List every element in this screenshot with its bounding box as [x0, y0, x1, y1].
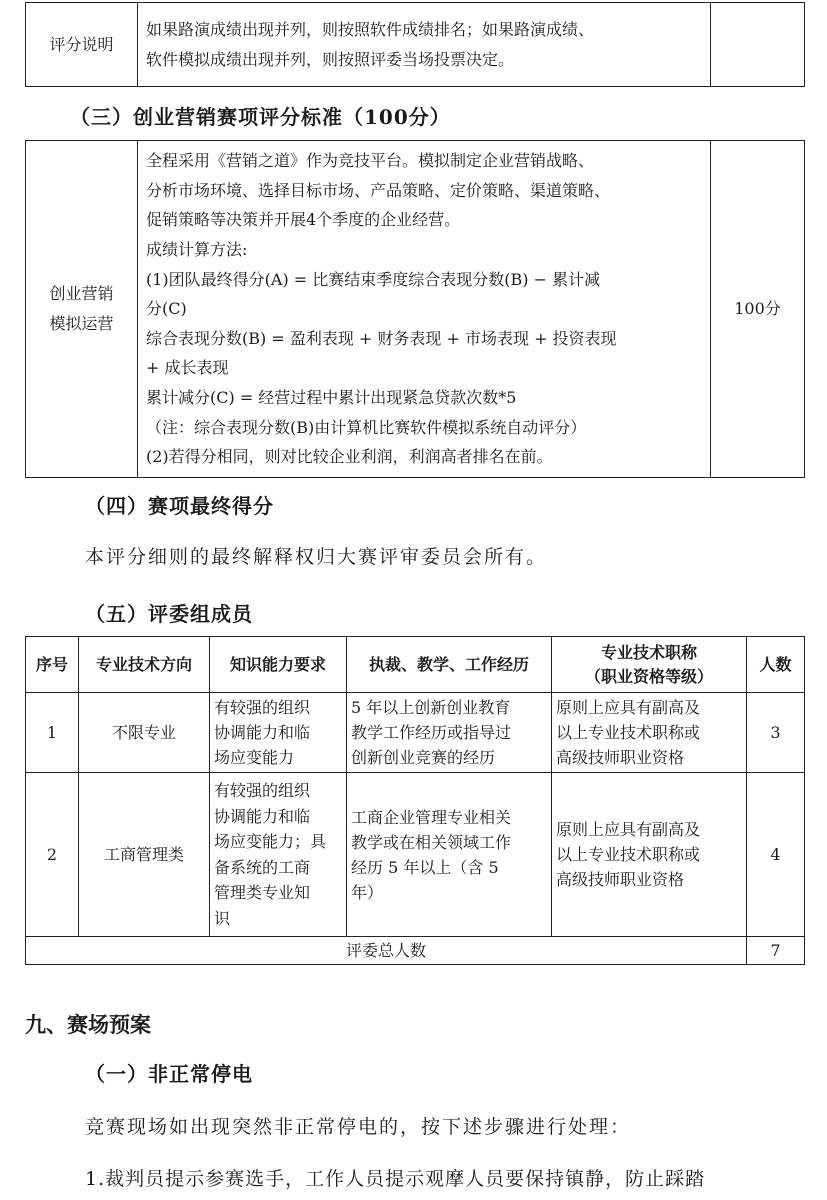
table-row	[26, 693, 805, 773]
section3-score: 100分	[711, 141, 805, 478]
row-seq: 2	[26, 773, 79, 937]
knowledge-line: 有较强的组织	[214, 781, 311, 800]
experience-line: 教学或在相关领域工作	[351, 832, 512, 852]
knowledge-line: 场应变能力	[214, 748, 295, 767]
title-line: 原则上应具有副高及	[556, 820, 701, 839]
section3-content-line: + 成长表现	[146, 358, 229, 378]
section3-label-line: 创业营销	[49, 284, 114, 303]
scoring-note-content	[138, 3, 711, 87]
section5-heading: （五）评委组成员	[85, 602, 253, 626]
row-knowledge	[210, 693, 347, 773]
header-title-line: （职业资格等级）	[584, 666, 713, 686]
section3-content-line: (2)若得分相同，则对比较企业利润，利润高者排名在前。	[146, 447, 553, 467]
section3-content-line: 全程采用《营销之道》作为竞技平台。模拟制定企业营销战略、	[146, 151, 595, 171]
header-title-line: 专业技术职称	[600, 642, 697, 662]
section3-content-line: 综合表现分数(B) = 盈利表现 + 财务表现 + 市场表现 + 投资表现	[146, 328, 617, 348]
total-row	[26, 937, 805, 965]
experience-line: 5 年以上创新创业教育	[351, 698, 511, 717]
scoring-note-score	[711, 3, 805, 87]
section3-content-line: 促销策略等决策并开展4个季度的企业经营。	[146, 210, 461, 230]
section3-content-line: 累计减分(C) = 经营过程中累计出现紧急贷款次数*5	[146, 387, 517, 407]
judges-table	[25, 636, 805, 965]
section3-label	[26, 141, 138, 478]
section3-label-line: 模拟运营	[49, 314, 114, 333]
row-knowledge	[210, 773, 347, 937]
row-title	[552, 693, 747, 773]
header-direction: 专业技术方向	[79, 637, 210, 693]
scoring-note-line: 软件模拟成绩出现并列，则按照评委当场投票决定。	[146, 49, 515, 69]
scoring-note-label: 评分说明	[26, 3, 138, 87]
scoring-note-line: 如果路演成绩出现并列，则按照软件成绩排名；如果路演成绩、	[146, 19, 595, 39]
row-seq: 1	[26, 693, 79, 773]
header-experience: 执裁、教学、工作经历	[347, 637, 552, 693]
row-count: 4	[747, 773, 805, 937]
row-direction: 工商管理类	[79, 773, 210, 937]
row-title	[552, 773, 747, 937]
section4-heading: （四）赛项最终得分	[85, 494, 274, 518]
knowledge-line: 有较强的组织	[214, 698, 311, 717]
header-title	[552, 637, 747, 693]
row-experience	[347, 773, 552, 937]
knowledge-line: 管理类专业知	[214, 883, 311, 902]
experience-line: 经历 5 年以上（含 5	[351, 857, 499, 877]
section3-content-line: 分析市场环境、选择目标市场、产品策略、定价策略、渠道策略、	[146, 180, 611, 200]
title-line: 原则上应具有副高及	[556, 698, 701, 717]
title-line: 以上专业技术职称或	[556, 723, 701, 742]
header-count: 人数	[747, 637, 805, 693]
total-label: 评委总人数	[26, 937, 747, 965]
section3-content-line: 成绩计算方法:	[146, 240, 248, 260]
row-count: 3	[747, 693, 805, 773]
judges-header-row	[26, 637, 805, 693]
section3-content-line: 分(C)	[146, 299, 187, 319]
knowledge-line: 备系统的工商	[214, 857, 311, 877]
experience-line: 工商企业管理专业相关	[351, 807, 512, 827]
total-value: 7	[747, 937, 805, 965]
section9-intro: 竞赛现场如出现突然非正常停电的，按下述步骤进行处理：	[85, 1116, 632, 1138]
section9-heading: 九、赛场预案	[25, 1012, 151, 1037]
row-experience	[347, 693, 552, 773]
knowledge-line: 协调能力和临	[214, 806, 311, 826]
section3-content-line: （注：综合表现分数(B)由计算机比赛软件模拟系统自动评分）	[146, 417, 587, 437]
knowledge-line: 协调能力和临	[214, 723, 311, 742]
section9-step1: 1.裁判员提示参赛选手，工作人员提示观摩人员要保持镇静，防止踩踏	[85, 1168, 706, 1190]
header-knowledge: 知识能力要求	[210, 637, 347, 693]
scoring-note-table	[25, 2, 805, 87]
row-direction: 不限专业	[79, 693, 210, 773]
title-line: 高级技师职业资格	[556, 748, 685, 767]
section3-content-line: (1)团队最终得分(A) = 比赛结束季度综合表现分数(B) − 累计减	[146, 269, 601, 289]
title-line: 以上专业技术职称或	[556, 845, 701, 864]
knowledge-line: 场应变能力；具	[214, 832, 327, 851]
section3-table	[25, 140, 805, 478]
experience-line: 年）	[351, 882, 384, 902]
section3-content	[138, 141, 711, 478]
section4-text: 本评分细则的最终解释权归大赛评审委员会所有。	[85, 546, 548, 568]
experience-line: 教学工作经历或指导过	[351, 723, 512, 742]
header-seq: 序号	[26, 637, 79, 693]
title-line: 高级技师职业资格	[556, 870, 685, 889]
knowledge-line: 识	[214, 908, 231, 928]
experience-line: 创新创业竞赛的经历	[351, 748, 496, 767]
section9-sub-heading: （一）非正常停电	[85, 1062, 253, 1086]
table-row	[26, 773, 805, 937]
section3-heading: （三）创业营销赛项评分标准（100分）	[70, 105, 451, 129]
